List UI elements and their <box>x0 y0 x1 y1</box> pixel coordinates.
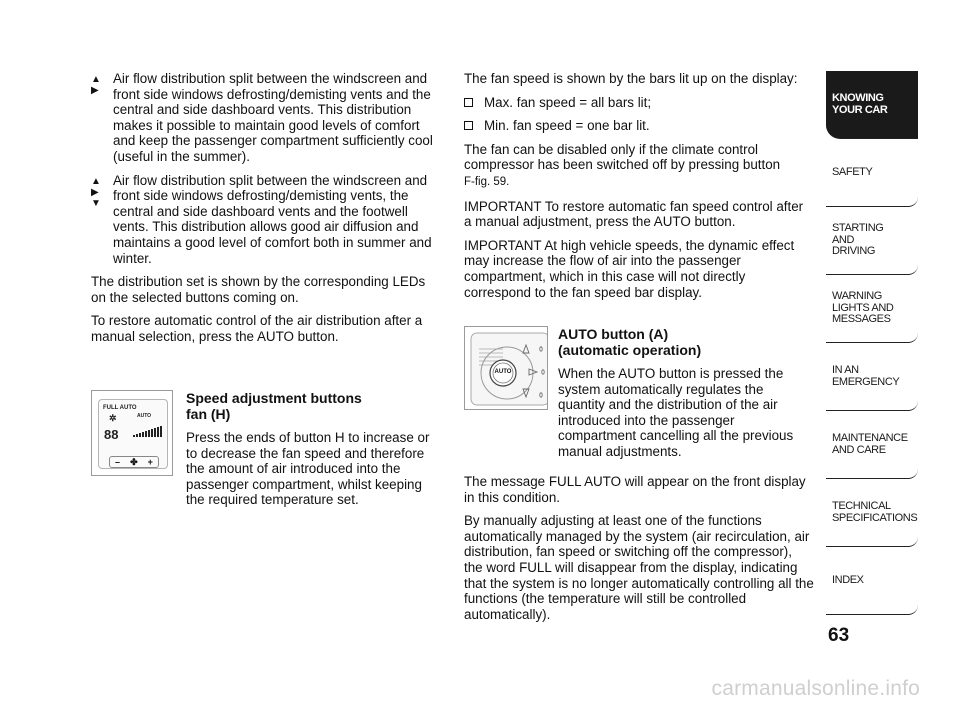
right-column <box>464 71 814 308</box>
figure-reference: F-fig. 59. <box>464 175 510 188</box>
tab-label-line: SPECIFICATIONS <box>832 511 918 524</box>
speed-adjustment-text <box>186 390 441 516</box>
speed-heading-line2: fan (H) <box>186 406 231 422</box>
page-number: 63 <box>828 625 850 646</box>
auto-heading-line2: (automatic operation) <box>558 342 702 358</box>
list-item <box>464 118 814 134</box>
distribution-arrows-icon <box>91 176 105 209</box>
tab-label-line: IN AN <box>832 364 859 376</box>
arrow-right-icon: ▶ <box>91 85 99 96</box>
restore-auto-paragraph: To restore automatic control of the air distribution after a manual selection, press the AUTO button. <box>91 313 423 344</box>
display-auto-label: AUTO <box>137 413 152 419</box>
checkbox-icon <box>464 121 473 130</box>
tab-safety[interactable] <box>826 139 918 207</box>
tab-in-an-emergency[interactable] <box>826 343 918 411</box>
distribution-item-1-text: Air flow distribution split between the windscreen and front side windows defrosting/demisting vents and the central and side dashboard vents. This distribution makes it possible to maintain good levels of comfort and keep the passenger compartment sufficiently cool (useful in the summer). <box>113 71 433 164</box>
arrow-up-icon: ▲ <box>91 74 101 85</box>
tab-label-line: INDEX <box>832 573 864 586</box>
auto-button[interactable]: AUTO <box>494 369 512 375</box>
tab-technical-specifications[interactable] <box>826 479 918 547</box>
tab-label-line: STARTING <box>832 222 884 235</box>
arrow-up-icon: ▲ <box>91 175 101 187</box>
tab-label-line: MAINTENANCE <box>832 432 908 444</box>
auto-button-text <box>558 326 814 468</box>
speed-heading-line1: Speed adjustment buttons <box>186 390 362 406</box>
tab-knowing-your-car[interactable] <box>826 71 918 139</box>
list-item <box>464 95 814 111</box>
distribution-arrows-icon <box>91 74 105 96</box>
manual-adjust-paragraph: By manually adjusting at least one of the functions automatically managed by the system (air recirculation, air distribution, fan speed or switching off the compressor), the word FULL will disappear from the display, indicating that the system is no longer automatically controlling all the functions (the temperature will still be controlled automatically). <box>464 513 814 622</box>
full-auto-message-paragraph: The message FULL AUTO will appear on the front display in this condition. <box>464 474 806 505</box>
auto-button-section <box>464 326 814 476</box>
fan-disable-text: The fan can be disabled only if the climate control compressor has been switched off by pressing button <box>464 141 781 173</box>
control-panel-display <box>98 399 168 469</box>
tab-label-line: LIGHTS AND <box>832 301 894 314</box>
important-note-2: IMPORTANT At high vehicle speeds, the dynamic effect may increase the flow of air into the passenger compartment, which in this case will not directly correspond to the fan speed bar display. <box>464 237 795 300</box>
tab-label-line: KNOWING <box>832 92 884 104</box>
list-item-text: Max. fan speed = all bars lit; <box>484 94 652 110</box>
watermark: carmanualsonline.info <box>711 677 920 700</box>
arrow-down-icon: ▼ <box>91 197 101 209</box>
distribution-item-2 <box>91 173 441 267</box>
speed-body: Press the ends of button H to increase or to decrease the fan speed and therefore the amount of air introduced into the passenger compartment, whilst keeping the required temperature set. <box>186 430 430 508</box>
chapter-sidebar <box>826 71 918 615</box>
tab-label-line: SAFETY <box>832 165 873 178</box>
tab-label-line: YOUR CAR <box>832 103 888 116</box>
tab-starting-and-driving[interactable] <box>826 207 918 275</box>
fan-disable-paragraph <box>464 142 814 191</box>
tab-label-line: AND CARE <box>832 443 886 456</box>
tab-maintenance-and-care[interactable] <box>826 411 918 479</box>
arrow-right-icon: ▶ <box>91 186 99 198</box>
auto-button-figure <box>464 326 548 410</box>
tab-warning-lights-and-messages[interactable] <box>826 275 918 343</box>
plus-icon: + <box>147 457 153 467</box>
display-digits: 88 <box>104 427 119 442</box>
tab-label-line: MESSAGES <box>832 313 891 326</box>
leds-paragraph: The distribution set is shown by the corresponding LEDs on the selected buttons coming on. <box>91 274 426 305</box>
fan-speed-bars-icon <box>133 426 162 437</box>
tab-label-line: AND <box>832 233 855 246</box>
fan-speed-intro: The fan speed is shown by the bars lit up on the display: <box>464 71 798 86</box>
fan-icon: ✤ <box>130 457 138 467</box>
right-column-lower <box>464 474 814 630</box>
snowflake-icon: ✲ <box>109 413 117 423</box>
display-full-auto-label: FULL AUTO <box>103 405 137 411</box>
tab-label-line: TECHNICAL <box>832 500 891 512</box>
important-note-1: IMPORTANT To restore automatic fan speed control after a manual adjustment, press the AUTO button. <box>464 198 804 230</box>
distribution-item-2-text: Air flow distribution split between the windscreen and front side windows defrosting/demisting vents, the central and side dashboard vents and the footwell vents. This distribution allows good air diffusion and maintains a good level of comfort both in summer and winter. <box>113 172 432 266</box>
fan-speed-button-h[interactable] <box>109 456 159 468</box>
minus-icon: – <box>115 457 121 467</box>
left-column <box>91 71 441 353</box>
tab-index[interactable] <box>826 547 918 615</box>
auto-heading-line1: AUTO button (A) <box>558 326 669 342</box>
fan-speed-control-figure <box>91 390 173 476</box>
list-item-text: Min. fan speed = one bar lit. <box>484 118 650 134</box>
tab-label-line: WARNING <box>832 290 882 303</box>
auto-body: When the AUTO button is pressed the system automatically regulates the quantity and the distribution of the air introduced into the passenger compartment cancelling all the previous manual adjustments. <box>558 366 794 459</box>
checkbox-icon <box>464 98 473 107</box>
tab-label-line: EMERGENCY <box>832 375 900 388</box>
distribution-item-1 <box>91 71 441 165</box>
tab-label-line: DRIVING <box>832 245 876 258</box>
